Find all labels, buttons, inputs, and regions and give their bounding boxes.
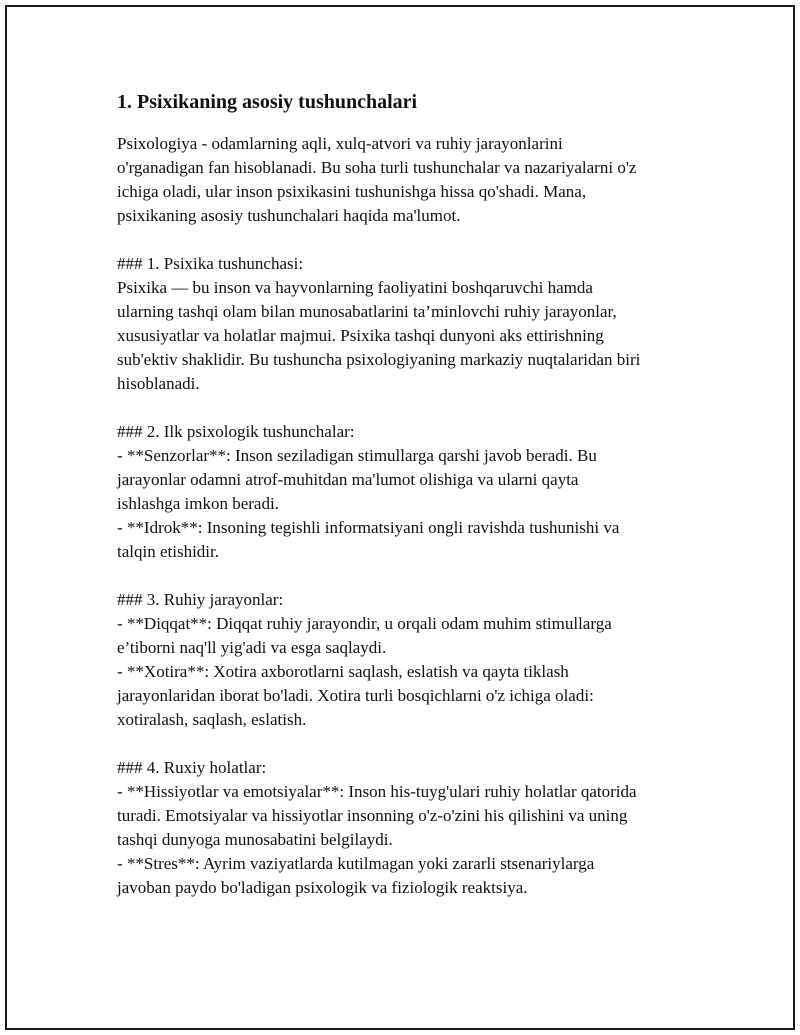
section-1 — [117, 252, 697, 396]
text-line: tashqi dunyoga munosabatini belgilaydi. — [117, 830, 393, 849]
text-line: talqin etishidir. — [117, 542, 219, 561]
text-line: psixikaning asosiy tushunchalari haqida ma'lumot. — [117, 206, 461, 225]
paragraph-gap — [117, 396, 697, 420]
text-line: - **Diqqat**: Diqqat ruhiy jarayondir, u orqali odam muhim stimullarga — [117, 614, 612, 633]
intro-paragraph — [117, 132, 697, 228]
paragraph-gap — [117, 228, 697, 252]
document-body — [117, 88, 697, 900]
text-line: ichiga oladi, ular inson psixikasini tushunishga hissa qo'shadi. Mana, — [117, 182, 587, 201]
text-line: o'rganadigan fan hisoblanadi. Bu soha turli tushunchalar va nazariyalarni o'z — [117, 158, 637, 177]
section-heading: ### 3. Ruhiy jarayonlar: — [117, 590, 284, 609]
section-heading: ### 4. Ruxiy holatlar: — [117, 758, 267, 777]
text-line: - **Hissiyotlar va emotsiyalar**: Inson his-tuyg'ulari ruhiy holatlar qatorida — [117, 782, 637, 801]
paragraph-gap — [117, 564, 697, 588]
text-line: hisoblanadi. — [117, 374, 200, 393]
paragraph-gap — [117, 732, 697, 756]
text-line: javoban paydo bo'ladigan psixologik va fiziologik reaktsiya. — [117, 878, 528, 897]
section-heading: ### 1. Psixika tushunchasi: — [117, 254, 304, 273]
text-line: ularning tashqi olam bilan munosabatlarini ta’minlovchi ruhiy jarayonlar, — [117, 302, 617, 321]
section-heading: ### 2. Ilk psixologik tushunchalar: — [117, 422, 355, 441]
text-line: turadi. Emotsiyalar va hissiyotlar insonning o'z-o'zini his qilishini va uning — [117, 806, 628, 825]
document-title: 1. Psixikaning asosiy tushunchalari — [117, 91, 418, 113]
text-line: sub'ektiv shaklidir. Bu tushuncha psixologiyaning markaziy nuqtalaridan biri — [117, 350, 641, 369]
text-line: - **Senzorlar**: Inson seziladigan stimullarga qarshi javob beradi. Bu — [117, 446, 597, 465]
text-line: xususiyatlar va holatlar majmui. Psixika tashqi dunyoni aks ettirishning — [117, 326, 604, 345]
text-line: xotiralash, saqlash, eslatish. — [117, 710, 307, 729]
section-3 — [117, 588, 697, 732]
text-line: - **Stres**: Ayrim vaziyatlarda kutilmagan yoki zararli stsenariylarga — [117, 854, 595, 873]
text-line: ishlashga imkon beradi. — [117, 494, 279, 513]
section-4 — [117, 756, 697, 900]
text-line: jarayonlar odamni atrof-muhitdan ma'lumot olishiga va ularni qayta — [117, 470, 579, 489]
text-line: - **Xotira**: Xotira axborotlarni saqlash, eslatish va qayta tiklash — [117, 662, 569, 681]
text-line: Psixika — bu inson va hayvonlarning faoliyatini boshqaruvchi hamda — [117, 278, 593, 297]
section-2 — [117, 420, 697, 564]
text-line: jarayonlaridan iborat bo'ladi. Xotira turli bosqichlarni o'z ichiga oladi: — [117, 686, 594, 705]
text-line: Psixologiya - odamlarning aqli, xulq-atvori va ruhiy jarayonlarini — [117, 134, 563, 153]
text-line: e’tiborni naq'll yig'adi va esga saqlaydi. — [117, 638, 387, 657]
text-line: - **Idrok**: Insoning tegishli informatsiyani ongli ravishda tushunishi va — [117, 518, 620, 537]
